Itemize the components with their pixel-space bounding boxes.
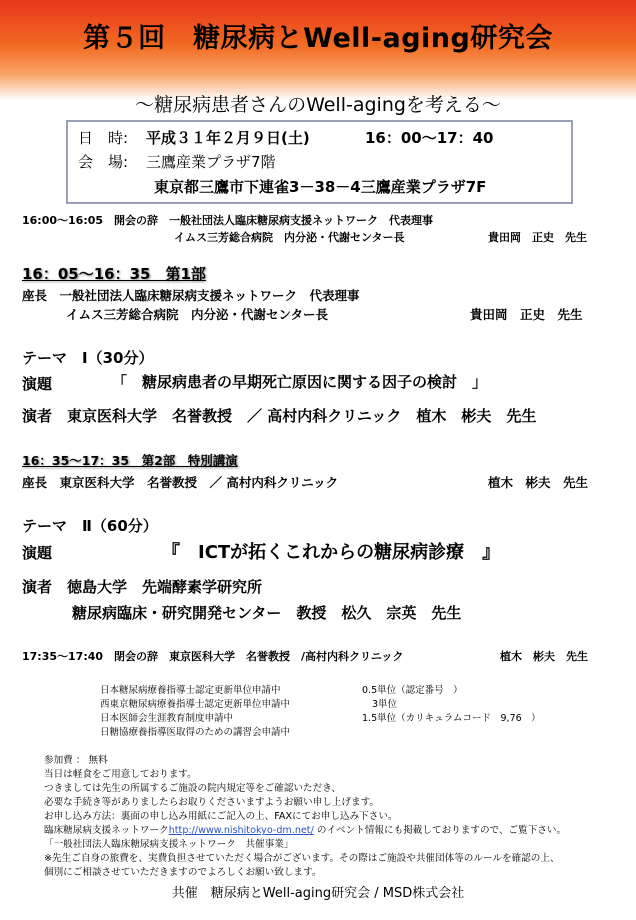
credit-unit: 0.5単位（認定番号 ） xyxy=(362,685,463,696)
footer-cosponsor: 共催 糖尿病とWell-aging研究会 / MSD株式会社 xyxy=(171,886,465,901)
date-value: 平成３１年２月９日(土) xyxy=(146,129,310,147)
note-travel-1: ※先生ご自身の旅費を、実費負担させていただく場合がございます。その際はご施設や共催団体等のルールを確認の上、 xyxy=(44,853,560,864)
credit-unit: 1.5単位（カリキュラムコード 9,76 ） xyxy=(362,713,541,724)
closing-line: 17:35～17:40 閉会の辞 東京医科大学 名誉教授 /高村内科クリニック xyxy=(22,650,404,663)
part1-chair: 座長 一般社団法人臨床糖尿病支援ネットワーク 代表理事 xyxy=(22,288,360,303)
credit-name: 日本糖尿病療養指導士認定更新単位申請中 xyxy=(100,685,281,696)
note-project: 「一般社団法人臨床糖尿病支援ネットワーク 共催事業」 xyxy=(44,839,294,850)
credit-name: 日本医師会生涯教育制度申請中 xyxy=(100,713,234,724)
time-value: 16：00～17：40 xyxy=(365,129,494,147)
page-title: 第５回 糖尿病とWell-aging研究会 xyxy=(83,23,553,54)
note-meal: 当日は軽食をご用意しております。 xyxy=(44,769,197,780)
credit-unit: 3単位 xyxy=(372,699,398,710)
note-rules-1: つきましては先生の所属するご施設の院内規定等をご確認いただき、 xyxy=(44,783,342,794)
part2-heading: 16：35～17：35 第2部 特別講演 xyxy=(22,453,238,468)
credit-name: 日糖協療養指導医取得のための講習会申請中 xyxy=(100,727,291,738)
credit-name: 西東京糖尿病療養指導士認定更新単位申請中 xyxy=(100,699,291,710)
part1-heading: 16：05～16：35 第1部 xyxy=(22,265,206,283)
event-info-box xyxy=(66,120,573,204)
opening-speaker: 貴田岡 正史 先生 xyxy=(488,231,587,244)
opening-line: 16:00～16:05 開会の辞 一般社団法人臨床糖尿病支援ネットワーク 代表理事 xyxy=(22,214,434,227)
note-network xyxy=(44,822,566,836)
venue-address: 東京都三鷹市下連雀3－38－4三鷹産業プラザ7F xyxy=(154,178,487,196)
venue-value: 三鷹産業プラザ7階 xyxy=(146,153,276,171)
note-fee: 参加費 ： 無料 xyxy=(44,755,108,766)
part1-chair-name: 貴田岡 正史 先生 xyxy=(470,307,583,322)
part2-lecture-title: 『 ICTが拓くこれからの糖尿病診療 』 xyxy=(162,542,501,563)
part2-theme: テーマ Ⅱ（60分） xyxy=(22,517,158,535)
part2-lecture-label: 演題 xyxy=(22,544,53,562)
closing-speaker: 植木 彬夫 先生 xyxy=(500,650,588,663)
part1-lecture-label: 演題 xyxy=(22,375,53,393)
part2-presenter-line2: 糖尿病臨床・研究開発センター 教授 松久 宗英 先生 xyxy=(72,604,462,622)
part1-theme: テーマ Ⅰ（30分） xyxy=(22,349,154,367)
venue-label: 会 場: xyxy=(78,153,129,171)
date-label: 日 時: xyxy=(78,129,129,147)
part1-presenter: 演者 東京医科大学 名誉教授 ／ 高村内科クリニック 植木 彬夫 先生 xyxy=(22,407,537,425)
note-rules-2: 必要な手続き等がありましたらお取りくださいますようお願い申し上げます。 xyxy=(44,797,380,808)
opening-affiliation: イムス三芳総合病院 内分泌・代謝センター長 xyxy=(174,231,405,244)
part1-lecture-title: 「 糖尿病患者の早期死亡原因に関する因子の検討 」 xyxy=(112,373,488,391)
part2-chair: 座長 東京医科大学 名誉教授 ／ 高村内科クリニック xyxy=(22,475,339,490)
part1-chair-affiliation: イムス三芳総合病院 内分泌・代謝センター長 xyxy=(66,307,329,322)
note-network-suffix: のイベント情報にも掲載しておりますので、ご覧下さい。 xyxy=(316,825,567,836)
network-url-link[interactable]: http://www.nishitokyo-dm.net/ xyxy=(168,825,314,836)
page-subtitle: ～糖尿病患者さんのWell-agingを考える～ xyxy=(135,94,501,116)
part2-chair-name: 植木 彬夫 先生 xyxy=(488,475,589,490)
note-network-prefix: 臨床糖尿病支援ネットワーク xyxy=(44,825,169,836)
note-apply: お申し込み方法：裏面の申し込み用紙にご記入の上、FAXにてお申し込み下さい。 xyxy=(44,811,398,822)
note-travel-2: 個別にご相談させていただきますのでよろしくお願い致します。 xyxy=(44,867,322,878)
part2-presenter-line1: 演者 徳島大学 先端酵素学研究所 xyxy=(22,578,263,596)
